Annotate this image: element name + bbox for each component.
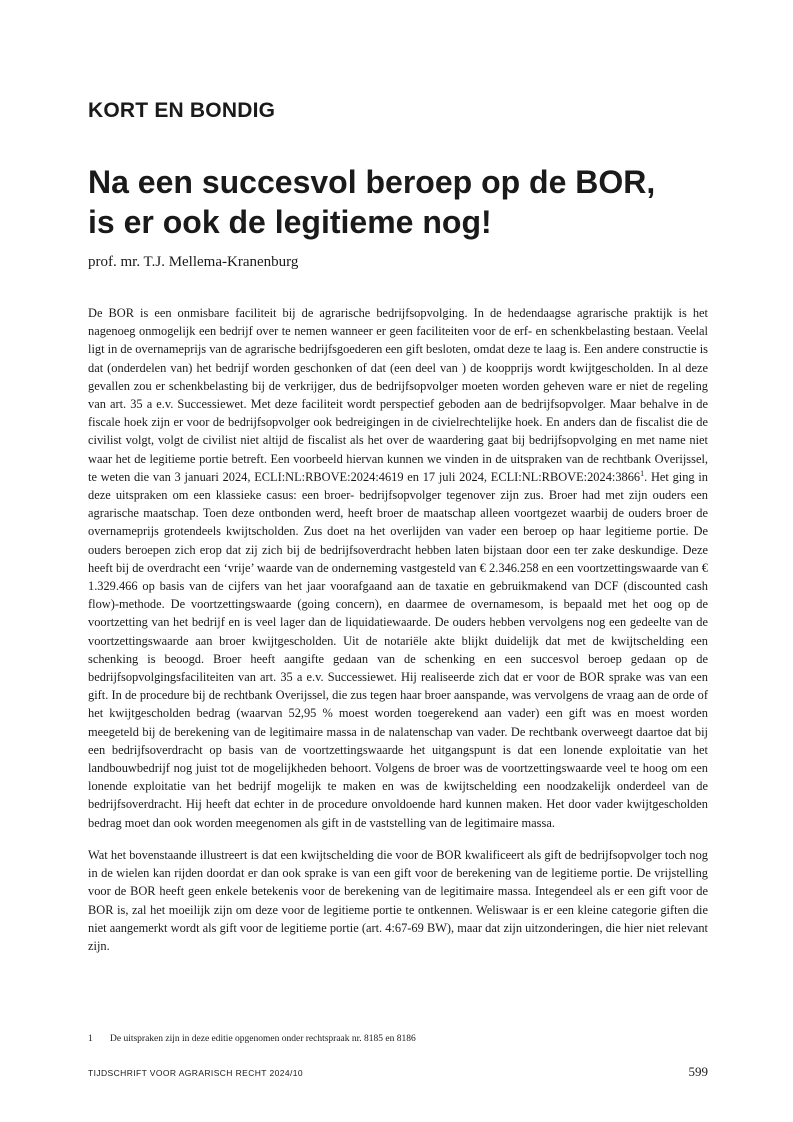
- paragraph-1-text-before-ref: De BOR is een onmisbare faciliteit bij de agrarische bedrijfsopvolging. In de hedendaagse agrarische praktijk is het nagenoeg onmogelijk een bedrijf over te nemen wanneer er geen faciliteiten voor de erf- en schenkbelasting bestaan. Veelal ligt in de overnameprijs van de agrarische bedrijfsgoederen een gift besloten, omdat deze te laag is. Een andere constructie is dat (onderdelen van) het bedrijf worden geschonken of dat (een deel van ) de koopprijs wordt kwijtgescholden. In al deze gevallen zou er schenkbelasting bij de verkrijger, dus de bedrijfsopvolger moeten worden geheven ware er niet de regeling van art. 35 a e.v. Successiewet. Met deze faciliteit wordt perspectief geboden aan de bedrijfsopvolger. Maar behalve in de fiscale hoek zijn er voor de bedrijfsopvolger ook bedreigingen in de civielrechtelijke hoek. En anders dan de fiscalist die de civilist volgt, volgt de civilist niet altijd de fiscalist als het over de waardering gaat bij bedrijfsopvolging en met name niet waar het de legitieme portie betreft. Een voorbeeld hiervan kunnen we vinden in de uitspraken van de rechtbank Overijssel, te weten die van 3 januari 2024, ECLI:NL:RBOVE:2024:4619 en 17 juli 2024, ECLI:NL:RBOVE:2024:3866: [88, 306, 708, 484]
- article-title-line-1: Na een succesvol beroep op de BOR,: [88, 164, 656, 200]
- article-title: [88, 162, 728, 242]
- footnote-text: De uitspraken zijn in deze editie opgenomen onder rechtspraak nr. 8185 en 8186: [110, 1034, 416, 1044]
- article-title-line-2: is er ook de legitieme nog!: [88, 204, 492, 240]
- footer-journal-name: TIJDSCHRIFT VOOR AGRARISCH RECHT 2024/10: [88, 1068, 304, 1078]
- section-label: KORT EN BONDIG: [88, 99, 276, 122]
- paragraph-1-text-after-ref: . Het ging in deze uitspraken om een klassieke casus: een broer- bedrijfsopvolger tegenover zijn zus. Broer had met zijn ouders een agrarische maatschap. Toen deze ontbonden werd, heeft broer de maatschap alleen voortgezet waarbij de ouders broer de overnameprijs grotendeels kwijtscholden. Zus doet na het overlijden van vader een beroep op haar legitieme portie. De ouders beroepen zich erop dat zij zich bij de bedrijfsoverdracht hebben laten bijstaan door een ter zake deskundige. Deze heeft bij de overdracht een ‘vrije’ waarde van de onderneming vastgesteld van € 2.346.258 en een voortzettingswaarde van € 1.329.466 op basis van de cijfers van het jaar voorafgaand aan de taxatie en gebruikmakend van DCF (discounted cash flow)-methode. De voortzettingswaarde (going concern), en daarmee de overnamesom, is bepaald met het oog op de voortzetting van het bedrijf en is veel lager dan de liquidatiewaarde. De ouders hebben vervolgens nog een gedeelte van de voortzettingswaarde aan broer kwijtgescholden. Uit de notariële akte blijkt duidelijk dat met de kwijtschelding een schenking is beoogd. Broer heeft aangifte gedaan van de schenking en een succesvol beroep gedaan op de bedrijfsopvolgingsfaciliteiten van art. 35 a e.v. Successiewet. Hij realiseerde zich dat er voor de BOR sprake was van een gift. In de procedure bij de rechtbank Overijssel, die zus tegen haar broer aanspande, was vervolgens de vraag aan de orde of het kwijtgescholden bedrag (waarvan 52,95 % moest worden toegerekend aan vader) een gift was en moest worden meegeteld bij de berekening van de legitimaire massa in de nalatenschap van vader. De rechtbank overweegt daartoe dat bij een bedrijfsoverdracht op basis van de voortzettingswaarde het uitgangspunt is dat een lonende exploitatie van het landbouwbedrijf nog juist tot de mogelijkheden behoort. Volgens de broer was de voortzettingswaarde veel te hoog om een lonende exploitatie van het bedrijf mogelijk te maken en was de kwijtschelding een noodzakelijk onderdeel van de bedrijfsoverdracht. Hij heeft dat echter in de procedure onvoldoende hard kunnen maken. Het door vader kwijtgescholden bedrag moet dan ook worden meegenomen als gift in de vaststelling van de legitimaire massa.: [88, 469, 708, 830]
- author-byline: prof. mr. T.J. Mellema-Kranenburg: [88, 254, 299, 270]
- footnote-number: 1: [88, 1034, 93, 1044]
- body-paragraph-1: [88, 304, 708, 832]
- footnote: [88, 1034, 708, 1044]
- footer-page-number: 599: [688, 1064, 708, 1079]
- article-body: [88, 304, 708, 969]
- footnote-reference[interactable]: 1: [640, 468, 645, 478]
- body-paragraph-2: Wat het bovenstaande illustreert is dat een kwijtschelding die voor de BOR kwalificeert als gift de bedrijfsopvolger toch nog in de wielen kan rijden doordat er dan ook sprake is van een gift voor de berekening van de legitieme portie. De vrijstelling voor de BOR heeft geen enkele betekenis voor de berekening van de legitimaire massa. Integendeel als er een gift voor de BOR is, zal het moeilijk zijn om deze voor de legitieme portie te ontkennen. Weliswaar is er een kleine categorie giften die niet aangemerkt wordt als gift voor de legitieme portie (art. 4:67-69 BW), maar dat zijn uitzonderingen, die hier niet relevant zijn.: [88, 847, 708, 953]
